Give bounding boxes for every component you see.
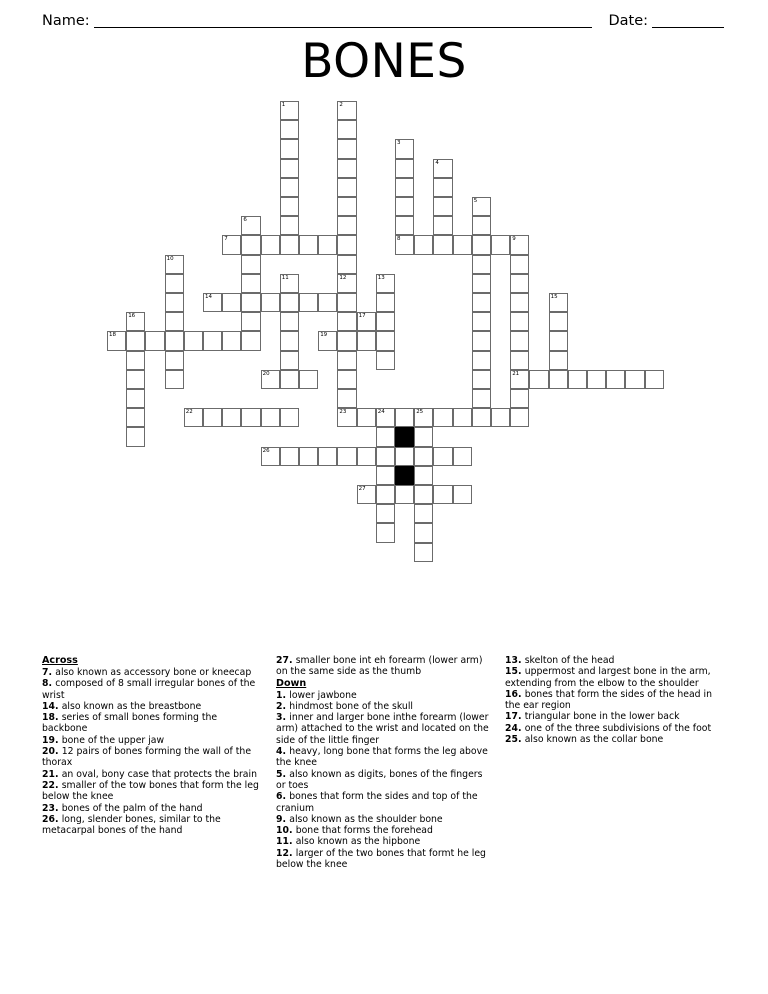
grid-clue-number: 4 (435, 159, 439, 166)
grid-clue-number: 26 (262, 447, 270, 454)
grid-cell[interactable] (510, 389, 529, 408)
grid-cell[interactable] (165, 331, 184, 350)
grid-clue-number: 19 (320, 332, 328, 339)
clue-text: larger of the two bones that formt he leg below the knee (276, 847, 486, 871)
grid-cell[interactable] (241, 312, 260, 331)
grid-cell[interactable] (299, 293, 318, 312)
grid-cell[interactable] (414, 504, 433, 523)
grid-cell[interactable] (261, 408, 280, 427)
grid-cell[interactable] (222, 408, 241, 427)
clue-number: 19. (42, 734, 62, 746)
grid-clue-number: 8 (397, 236, 401, 243)
clue-item (276, 746, 491, 769)
clue-text: smaller bone int eh forearm (lower arm) on the same side as the thumb (276, 655, 483, 678)
clue-text: series of small bones forming the backbone (42, 712, 218, 735)
grid-cell[interactable] (299, 370, 318, 389)
grid-cell[interactable] (472, 351, 491, 370)
grid-clue-number: 16 (128, 313, 136, 320)
grid-cell[interactable] (280, 351, 299, 370)
grid-cell[interactable] (472, 312, 491, 331)
clue-number: 8. (42, 678, 56, 690)
grid-cell[interactable] (357, 408, 376, 427)
grid-cell[interactable] (261, 370, 280, 389)
grid-cell[interactable] (165, 312, 184, 331)
grid-cell[interactable] (241, 235, 260, 254)
clue-item (276, 712, 491, 746)
grid-cell[interactable] (414, 485, 433, 504)
grid-clue-number: 27 (358, 486, 366, 492)
grid-cell[interactable] (184, 331, 203, 350)
grid-cell[interactable] (357, 331, 376, 350)
grid-cell[interactable] (203, 331, 222, 350)
clues-column-1 (42, 655, 262, 836)
clue-number: 14. (42, 700, 62, 712)
clue-number: 5. (276, 768, 290, 780)
grid-cell[interactable] (472, 274, 491, 293)
name-label: Name: (42, 12, 90, 29)
clue-item (42, 780, 262, 803)
down-clue-list-part2 (505, 655, 727, 745)
clue-text: long, slender bones, similar to the metacarpal bones of the hand (42, 813, 221, 837)
grid-cell[interactable] (414, 427, 433, 446)
grid-cell[interactable] (376, 408, 395, 427)
grid-cell[interactable] (337, 312, 356, 331)
grid-cell[interactable] (222, 293, 241, 312)
grid-cell[interactable] (126, 312, 145, 331)
clue-number: 23. (42, 802, 62, 814)
grid-cell[interactable] (472, 216, 491, 235)
grid-clue-number: 2 (339, 102, 343, 108)
clue-text: also known as digits, bones of the fingers or toes (276, 768, 483, 791)
clue-number: 6. (276, 791, 290, 803)
grid-cell[interactable] (241, 331, 260, 350)
grid-cell[interactable] (241, 274, 260, 293)
grid-cell[interactable] (337, 101, 356, 120)
grid-cell[interactable] (472, 389, 491, 408)
clue-text: skelton of the head (524, 655, 615, 666)
grid-cell[interactable] (395, 139, 414, 158)
clue-number: 12. (276, 847, 296, 859)
clue-text: bone that forms the forehead (295, 825, 433, 837)
grid-cell[interactable] (625, 370, 644, 389)
grid-cell[interactable] (472, 331, 491, 350)
grid-cell-blocked (395, 427, 414, 446)
clue-number: 7. (42, 667, 56, 678)
grid-cell[interactable] (337, 408, 356, 427)
clue-text: one of the three subdivisions of the foot (524, 722, 712, 734)
grid-cell[interactable] (453, 235, 472, 254)
clue-number: 16. (505, 688, 525, 700)
clue-number: 25. (505, 734, 525, 746)
grid-clue-number: 12 (339, 274, 347, 281)
grid-clue-number: 21 (512, 370, 520, 377)
grid-clue-number: 25 (416, 409, 424, 416)
clue-number: 4. (276, 746, 290, 758)
across-clue-list-part1 (42, 667, 262, 836)
grid-cell[interactable] (376, 523, 395, 542)
grid-cell[interactable] (549, 331, 568, 350)
clue-number: 26. (42, 813, 62, 825)
grid-cell[interactable] (126, 351, 145, 370)
grid-cell[interactable] (549, 312, 568, 331)
grid-cell[interactable] (126, 427, 145, 446)
clue-text: heavy, long bone that forms the leg above the knee (276, 746, 488, 769)
clue-text: also known as the collar bone (524, 734, 664, 746)
grid-cell[interactable] (126, 331, 145, 350)
clue-item (276, 814, 491, 825)
grid-cell[interactable] (472, 408, 491, 427)
grid-cell[interactable] (376, 427, 395, 446)
clue-number: 15. (505, 666, 525, 678)
clue-item (276, 701, 491, 712)
grid-cell[interactable] (280, 178, 299, 197)
grid-cell[interactable] (433, 178, 452, 197)
grid-cell[interactable] (337, 120, 356, 139)
grid-cell[interactable] (433, 159, 452, 178)
clue-number: 11. (276, 836, 296, 848)
clue-item (505, 666, 727, 689)
clue-text: also known as the hipbone (295, 836, 421, 848)
grid-cell[interactable] (165, 255, 184, 274)
grid-cell[interactable] (337, 351, 356, 370)
grid-cell[interactable] (433, 447, 452, 466)
grid-cell[interactable] (318, 331, 337, 350)
grid-cell[interactable] (491, 235, 510, 254)
grid-cell[interactable] (241, 408, 260, 427)
grid-clue-number: 24 (377, 409, 385, 416)
grid-cell[interactable] (433, 197, 452, 216)
clue-text: uppermost and largest bone in the arm, extending from the elbow to the shoulder (505, 666, 711, 689)
grid-cell[interactable] (337, 274, 356, 293)
grid-cell[interactable] (280, 101, 299, 120)
grid-cell[interactable] (318, 447, 337, 466)
grid-cell[interactable] (472, 293, 491, 312)
grid-cell[interactable] (280, 197, 299, 216)
grid-cell[interactable] (357, 312, 376, 331)
grid-clue-number: 23 (339, 409, 347, 416)
grid-cell[interactable] (453, 485, 472, 504)
grid-cell[interactable] (165, 274, 184, 293)
grid-clue-number: 15 (550, 294, 558, 300)
clue-item (505, 689, 727, 712)
grid-cell[interactable] (510, 312, 529, 331)
grid-cell[interactable] (587, 370, 606, 389)
grid-cell[interactable] (107, 331, 126, 350)
grid-cell[interactable] (395, 216, 414, 235)
grid-clue-number: 14 (205, 294, 212, 300)
grid-cell[interactable] (549, 370, 568, 389)
clue-text: hindmost bone of the skull (289, 700, 413, 712)
grid-cell[interactable] (165, 293, 184, 312)
grid-cell[interactable] (491, 408, 510, 427)
grid-cell[interactable] (414, 447, 433, 466)
grid-cell[interactable] (433, 235, 452, 254)
grid-clue-number: 5 (473, 198, 478, 204)
grid-cell[interactable] (241, 293, 260, 312)
grid-cell[interactable] (337, 389, 356, 408)
clue-item (276, 690, 491, 701)
grid-cell[interactable] (433, 408, 452, 427)
grid-cell[interactable] (549, 351, 568, 370)
clues-column-2 (276, 655, 491, 870)
clue-item (42, 769, 262, 780)
grid-cell[interactable] (280, 447, 299, 466)
grid-cell[interactable] (376, 504, 395, 523)
grid-cell[interactable] (280, 274, 299, 293)
grid-cell[interactable] (337, 159, 356, 178)
clue-number: 22. (42, 779, 62, 791)
grid-cell[interactable] (376, 485, 395, 504)
clue-item (42, 701, 262, 712)
grid-cell[interactable] (472, 197, 491, 216)
grid-cell[interactable] (395, 159, 414, 178)
clue-item (42, 667, 262, 678)
clue-number: 18. (42, 712, 62, 724)
grid-cell[interactable] (280, 408, 299, 427)
clue-number: 20. (42, 746, 62, 758)
clue-text: also known as the shoulder bone (289, 813, 443, 825)
grid-clue-number: 7 (224, 236, 228, 243)
grid-cell[interactable] (395, 178, 414, 197)
grid-cell[interactable] (261, 293, 280, 312)
clue-number: 17. (505, 711, 525, 723)
clue-item (276, 836, 491, 847)
clue-item (505, 723, 727, 734)
grid-clue-number: 6 (243, 217, 247, 224)
clue-item (42, 746, 262, 769)
grid-clue-number: 3 (397, 140, 401, 147)
clue-number: 24. (505, 722, 525, 734)
date-label: Date: (608, 12, 648, 29)
clue-text: lower jawbone (289, 689, 357, 701)
grid-cell[interactable] (606, 370, 625, 389)
grid-clue-number: 13 (377, 274, 385, 281)
grid-cell[interactable] (337, 216, 356, 235)
grid-cell[interactable] (337, 178, 356, 197)
grid-cell[interactable] (337, 447, 356, 466)
clue-item (276, 769, 491, 792)
clue-item (42, 803, 262, 814)
grid-cell[interactable] (203, 408, 222, 427)
grid-cell[interactable] (222, 331, 241, 350)
clue-item (505, 734, 727, 745)
grid-cell[interactable] (145, 331, 164, 350)
grid-cell[interactable] (395, 197, 414, 216)
grid-cell-blocked (395, 466, 414, 485)
grid-cell[interactable] (280, 235, 299, 254)
clue-text: 12 pairs of bones forming the wall of the thorax (42, 746, 252, 769)
grid-cell[interactable] (414, 543, 433, 562)
grid-cell[interactable] (395, 408, 414, 427)
grid-cell[interactable] (280, 312, 299, 331)
grid-cell[interactable] (280, 139, 299, 158)
clue-item (276, 848, 491, 871)
grid-cell[interactable] (395, 485, 414, 504)
grid-cell[interactable] (414, 523, 433, 542)
clue-number: 21. (42, 768, 62, 780)
grid-cell[interactable] (299, 447, 318, 466)
grid-cell[interactable] (510, 408, 529, 427)
grid-cell[interactable] (453, 408, 472, 427)
clues-section (42, 655, 732, 870)
grid-cell[interactable] (203, 293, 222, 312)
grid-cell[interactable] (318, 293, 337, 312)
grid-cell[interactable] (126, 408, 145, 427)
clue-number: 2. (276, 700, 290, 712)
grid-cell[interactable] (472, 370, 491, 389)
grid-cell[interactable] (376, 293, 395, 312)
grid-cell[interactable] (241, 216, 260, 235)
grid-cell[interactable] (337, 197, 356, 216)
down-clue-list-part1 (276, 690, 491, 871)
grid-cell[interactable] (337, 139, 356, 158)
grid-cell[interactable] (337, 331, 356, 350)
clue-item (276, 791, 491, 814)
grid-cell[interactable] (472, 255, 491, 274)
clue-number: 1. (276, 689, 290, 701)
clue-text: composed of 8 small irregular bones of the wrist (42, 678, 256, 701)
clue-item (505, 711, 727, 722)
clue-number: 9. (276, 813, 290, 825)
grid-cell[interactable] (357, 485, 376, 504)
grid-cell[interactable] (510, 235, 529, 254)
clue-item (276, 825, 491, 836)
clue-text: also known as the breastbone (61, 700, 202, 712)
grid-cell[interactable] (376, 351, 395, 370)
clue-item (505, 655, 727, 666)
clue-text: triangular bone in the lower back (524, 711, 680, 723)
clue-item (42, 814, 262, 837)
clue-number: 10. (276, 825, 296, 837)
grid-cell[interactable] (376, 447, 395, 466)
grid-clue-number: 17 (358, 313, 366, 320)
grid-cell[interactable] (165, 370, 184, 389)
page-title: BONES (301, 34, 467, 89)
grid-clue-number: 20 (262, 370, 270, 377)
grid-cell[interactable] (337, 235, 356, 254)
grid-cell[interactable] (510, 274, 529, 293)
grid-clue-number: 9 (512, 236, 516, 243)
grid-cell[interactable] (318, 235, 337, 254)
clue-text: bone of the upper jaw (61, 734, 165, 746)
clue-text: an oval, bony case that protects the brain (61, 768, 257, 780)
grid-clue-number: 11 (281, 274, 289, 281)
clues-column-3 (505, 655, 727, 745)
grid-cell[interactable] (165, 351, 184, 370)
grid-cell[interactable] (395, 235, 414, 254)
clue-item (42, 712, 262, 735)
across-heading: Across (42, 655, 78, 666)
grid-cell[interactable] (433, 485, 452, 504)
grid-cell[interactable] (549, 293, 568, 312)
grid-cell[interactable] (433, 216, 452, 235)
grid-cell[interactable] (645, 370, 664, 389)
grid-cell[interactable] (241, 255, 260, 274)
clue-text: bones that form the sides of the head in the ear region (505, 688, 713, 712)
clue-item (42, 678, 262, 701)
grid-cell[interactable] (280, 293, 299, 312)
grid-cell[interactable] (357, 447, 376, 466)
grid-cell[interactable] (337, 293, 356, 312)
grid-cell[interactable] (261, 447, 280, 466)
grid-cell[interactable] (376, 331, 395, 350)
grid-cell[interactable] (395, 447, 414, 466)
grid-cell[interactable] (280, 159, 299, 178)
across-clue-list-part2 (276, 655, 491, 678)
grid-cell[interactable] (510, 351, 529, 370)
grid-cell[interactable] (510, 255, 529, 274)
grid-cell[interactable] (184, 408, 203, 427)
clue-number: 3. (276, 712, 290, 724)
clue-text: bones that form the sides and top of the cranium (276, 791, 478, 814)
grid-cell[interactable] (376, 312, 395, 331)
grid-cell[interactable] (472, 235, 491, 254)
grid-cell[interactable] (126, 389, 145, 408)
clue-number: 27. (276, 655, 296, 666)
grid-cell[interactable] (414, 408, 433, 427)
grid-cell[interactable] (337, 370, 356, 389)
grid-cell[interactable] (126, 370, 145, 389)
grid-cell[interactable] (280, 216, 299, 235)
grid-cell[interactable] (280, 120, 299, 139)
grid-cell[interactable] (414, 235, 433, 254)
grid-cell[interactable] (510, 293, 529, 312)
grid-cell[interactable] (529, 370, 548, 389)
clue-text: also known as accessory bone or kneecap (55, 667, 252, 678)
grid-cell[interactable] (337, 255, 356, 274)
grid-cell[interactable] (510, 331, 529, 350)
grid-clue-number: 18 (109, 332, 116, 339)
clue-text: inner and larger bone inthe forearm (lower arm) attached to the wrist and located on the side of the little finger (276, 712, 489, 746)
clue-number: 13. (505, 655, 525, 666)
down-heading: Down (276, 677, 307, 689)
grid-cell[interactable] (453, 447, 472, 466)
clue-text: smaller of the tow bones that form the leg below the knee (42, 779, 259, 803)
grid-cell[interactable] (414, 466, 433, 485)
grid-cell[interactable] (299, 235, 318, 254)
grid-cell[interactable] (376, 274, 395, 293)
grid-cell[interactable] (261, 235, 280, 254)
clue-item (42, 735, 262, 746)
grid-cell[interactable] (222, 235, 241, 254)
grid-clue-number: 1 (281, 102, 286, 108)
grid-clue-number: 10 (166, 255, 174, 262)
grid-clue-number: 22 (185, 409, 193, 416)
grid-cell[interactable] (568, 370, 587, 389)
grid-cell[interactable] (280, 331, 299, 350)
clue-text: bones of the palm of the hand (61, 802, 203, 814)
grid-cell[interactable] (510, 370, 529, 389)
grid-cell[interactable] (280, 370, 299, 389)
clue-item (276, 655, 491, 678)
grid-cell[interactable] (376, 466, 395, 485)
